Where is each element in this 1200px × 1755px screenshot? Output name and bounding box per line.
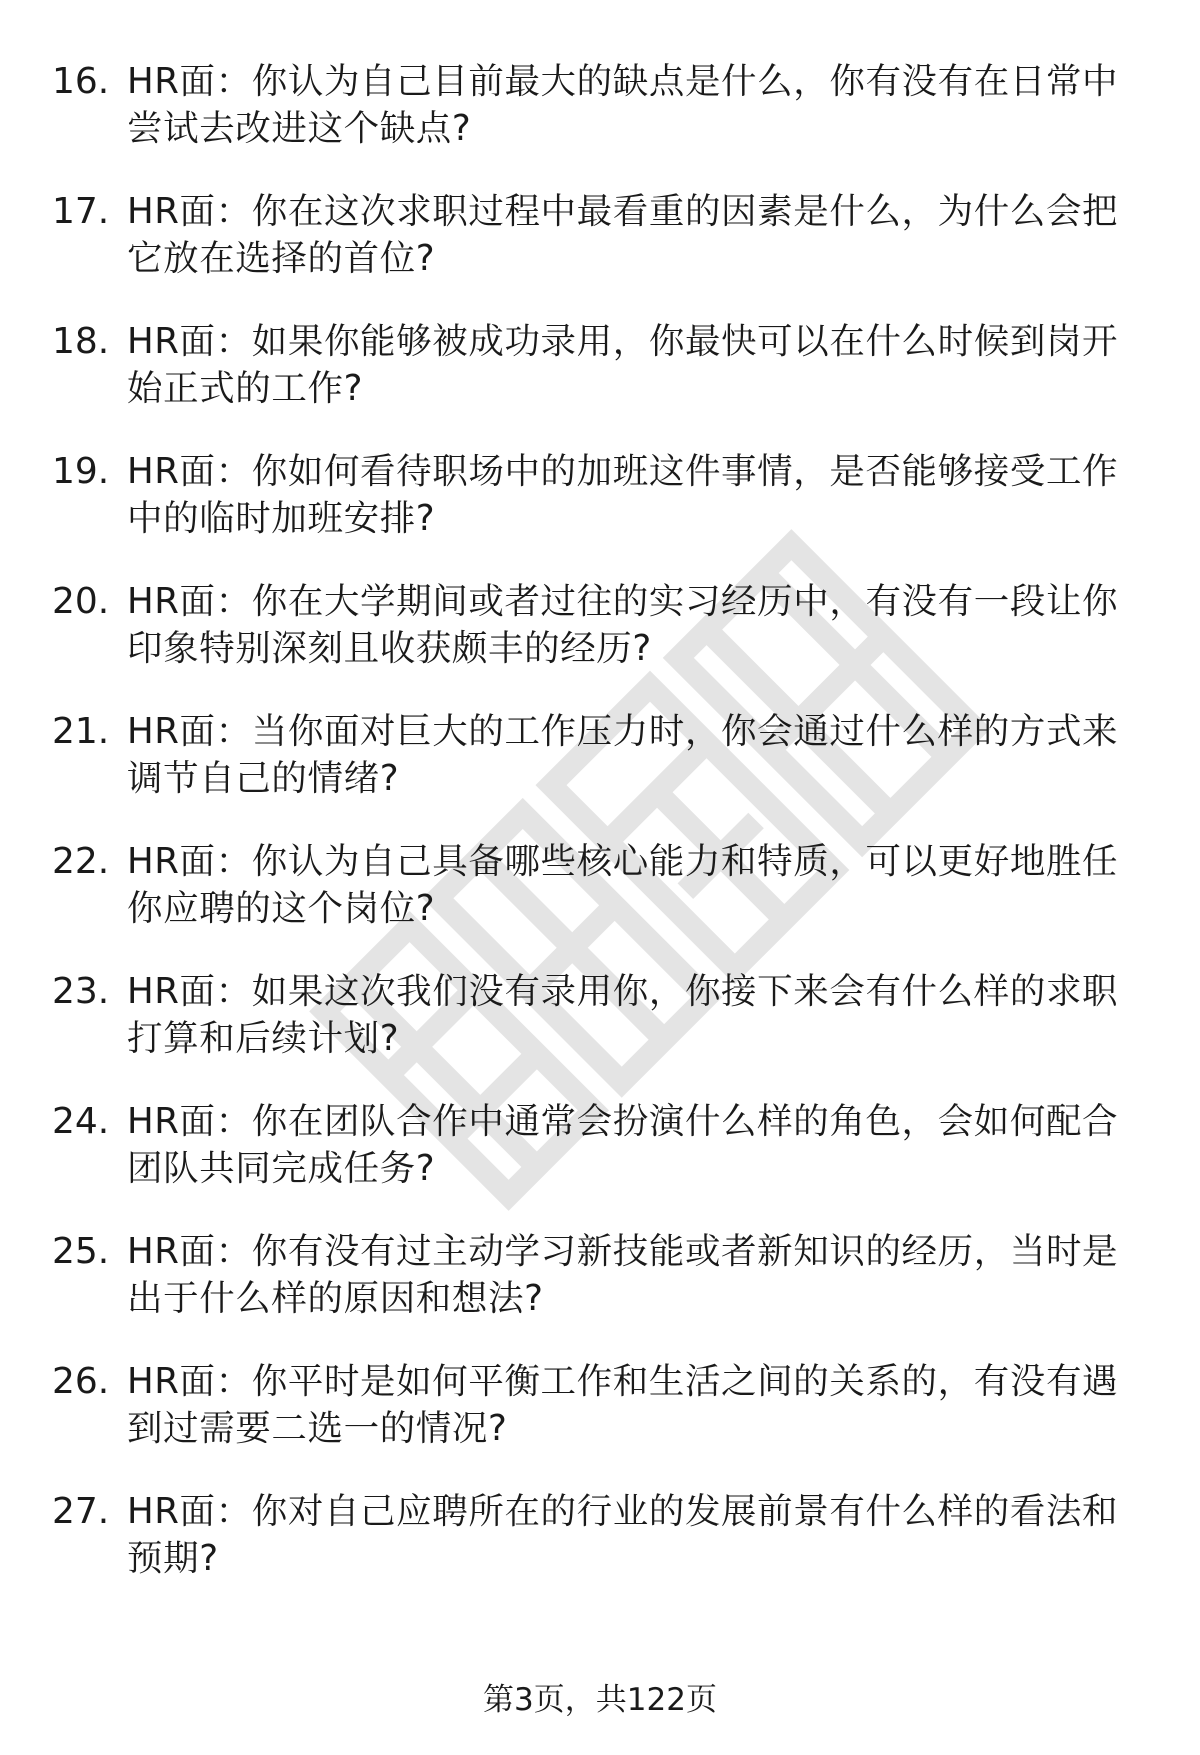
question-item	[52, 1488, 1152, 1618]
question-number: 26.	[52, 1361, 110, 1402]
question-text: HR面：你在这次求职过程中最看重的因素是什么，为什么会把它放在选择的首位?	[127, 191, 1119, 279]
question-number: 16.	[52, 61, 110, 102]
question-number: 21.	[52, 711, 110, 752]
question-item	[52, 318, 1152, 448]
question-number: 24.	[52, 1101, 110, 1142]
question-item	[52, 1358, 1152, 1488]
question-item	[52, 708, 1152, 838]
question-item	[52, 968, 1152, 1098]
page-number-label: 第3页，共122页	[483, 1682, 717, 1718]
question-list	[52, 58, 1152, 1618]
question-text: HR面：你在团队合作中通常会扮演什么样的角色，会如何配合团队共同完成任务?	[127, 1101, 1119, 1189]
question-text: HR面：当你面对巨大的工作压力时，你会通过什么样的方式来调节自己的情绪?	[127, 711, 1119, 799]
question-text: HR面：你认为自己目前最大的缺点是什么，你有没有在日常中尝试去改进这个缺点?	[127, 61, 1119, 149]
question-text: HR面：如果你能够被成功录用，你最快可以在什么时候到岗开始正式的工作?	[127, 321, 1119, 409]
page-footer	[0, 1680, 1200, 1720]
question-number: 20.	[52, 581, 110, 622]
question-number: 25.	[52, 1231, 110, 1272]
question-text: HR面：如果这次我们没有录用你，你接下来会有什么样的求职打算和后续计划?	[127, 971, 1119, 1059]
question-item	[52, 188, 1152, 318]
question-text: HR面：你认为自己具备哪些核心能力和特质，可以更好地胜任你应聘的这个岗位?	[127, 841, 1119, 929]
question-text: HR面：你如何看待职场中的加班这件事情，是否能够接受工作中的临时加班安排?	[127, 451, 1119, 539]
question-text: HR面：你对自己应聘所在的行业的发展前景有什么样的看法和预期?	[127, 1491, 1119, 1579]
question-number: 17.	[52, 191, 110, 232]
question-item	[52, 838, 1152, 968]
question-number: 23.	[52, 971, 110, 1012]
question-text: HR面：你在大学期间或者过往的实习经历中，有没有一段让你印象特别深刻且收获颇丰的经历?	[127, 581, 1119, 669]
question-number: 19.	[52, 451, 110, 492]
question-item	[52, 448, 1152, 578]
question-item	[52, 578, 1152, 708]
question-number: 27.	[52, 1491, 110, 1532]
question-text: HR面：你有没有过主动学习新技能或者新知识的经历，当时是出于什么样的原因和想法?	[127, 1231, 1119, 1319]
question-number: 18.	[52, 321, 110, 362]
question-item	[52, 1098, 1152, 1228]
question-item	[52, 58, 1152, 188]
question-item	[52, 1228, 1152, 1358]
question-text: HR面：你平时是如何平衡工作和生活之间的关系的，有没有遇到过需要二选一的情况?	[127, 1361, 1119, 1449]
question-number: 22.	[52, 841, 110, 882]
